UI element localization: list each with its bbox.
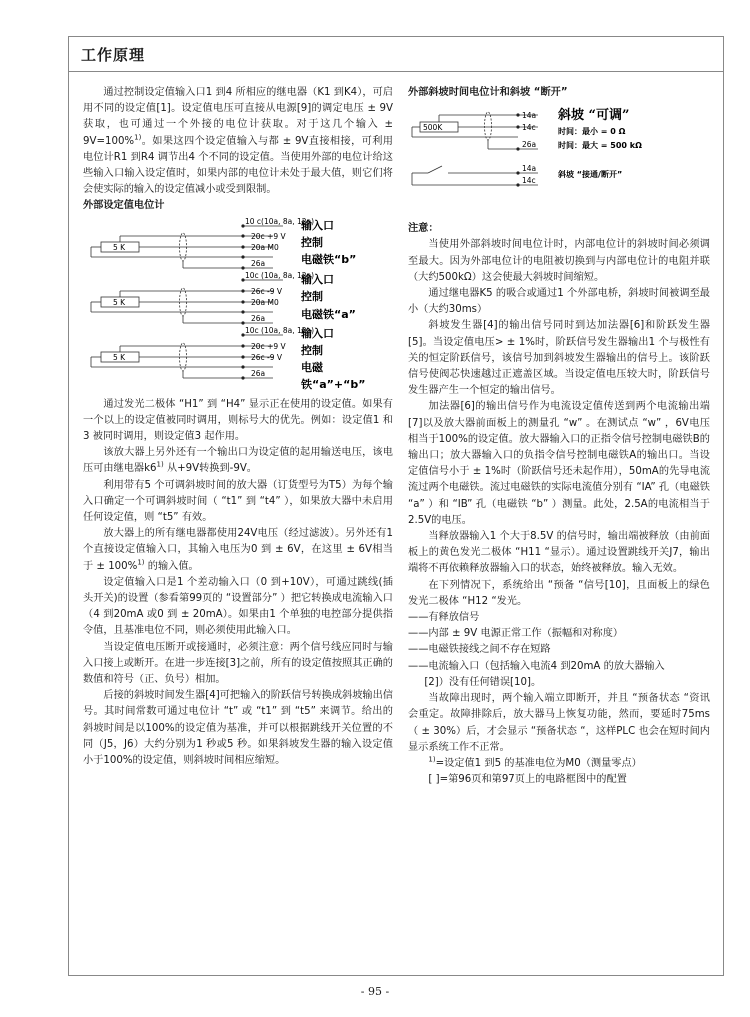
pin-label: 20a M0 xyxy=(251,297,279,307)
paragraph: 通过控制设定值输入口1 到4 所相应的继电器（K1 到K4），可启用不同的设定值[1]。设定值电压可直接从电源[9]的调定电压 ± 9V获取，也可通过一个外接的电位计获取。对于这几个输入 ± 9V=100%$^{1)}$。如果这四个设定值输入与都 ± 9V直接相接，可利用电位计R1 到R4 调节出4 个不同的设定值。当使用外部的电位计给这些输入口输入设定值时，如果内部的电位计未处于最大值，则它们将会使实际的输入的设定值减小或受到限制。 xyxy=(83,87,393,196)
ramp-potentiometer-diagram xyxy=(408,101,710,221)
pin-label: 26a xyxy=(251,313,266,323)
setpoint-circuit-svg xyxy=(83,215,393,397)
io-label: 控制 xyxy=(301,289,323,303)
paragraph: 放大器上的所有继电器都使用24V电压（经过滤波）。另外还有1 个直接设定值输入口，其输入电压为0 到 ± 6V，在这里 ± 6V相当于 ± 100%$^{1)}$ 的输入值。 xyxy=(83,528,393,572)
pin-label: 14c xyxy=(522,176,536,186)
paragraph: 利用带有5 个可调斜坡时间的放大器（订货型号为T5）为每个输入口确定一个可调斜坡时间（ “t1” 到 “t4” ），如果放大器中未启用任何设定值，则 “t5” 有效。 xyxy=(83,479,393,524)
pin-label: 10 c(10a, 8a, 12a) xyxy=(245,216,315,226)
list-item: ——有释放信号 xyxy=(408,612,480,624)
pin-label: 26c -9 V xyxy=(251,352,283,362)
pin-label: 26a xyxy=(522,140,537,150)
pin-label: 20c +9 V xyxy=(251,231,286,241)
list-item: ——电流输入口（包括输入电流4 到20mA 的放大器输入 xyxy=(408,660,665,672)
ramp-title: 斜坡 “可调” xyxy=(558,108,630,124)
io-label: 输入口 xyxy=(301,272,334,286)
ramp-max-label: 时间：最大 = 500 kΩ xyxy=(558,141,642,151)
subheading: 外部斜坡时间电位计和斜坡 “断开” xyxy=(408,87,568,98)
section-header xyxy=(69,37,723,72)
list-item: ——内部 ± 9V 电源正常工作（振幅和对称度） xyxy=(408,628,624,640)
io-label: 控制 xyxy=(301,343,323,357)
page-number: - 95 - xyxy=(360,985,390,998)
paragraph: 后接的斜坡时间发生器[4]可把输入的阶跃信号转换成斜坡输出信号。其时间常数可通过电位计 “t” 或 “t1” 到 “t5” 来调节。给出的斜坡时间是以100%的设定值为基准，并可以根据跳线开关位置的不同（J5，J6）大约分别为1 秒或5 秒。如果斜坡发生器的输入设定值小于100%的设定值，则斜坡时间相应缩短。 xyxy=(83,690,393,767)
note-title: 注意： xyxy=(408,223,439,235)
pin-label: 20a M0 xyxy=(251,242,279,252)
pin-label: 26a xyxy=(251,368,266,378)
subheading: 外部设定值电位计 xyxy=(83,200,165,212)
paragraph: 通过发光二极体 “H1” 到 “H4” 显示正在使用的设定值。如果有一个以上的设定值被同时调用，则标号大的优先。例如：设定值1 和3 被同时调用，则设定值3 起作用。 xyxy=(83,398,393,443)
io-label: 电磁 xyxy=(301,360,323,374)
pot-label: 5 K xyxy=(113,297,126,307)
left-column xyxy=(83,85,393,769)
pin-label: 26c -9 V xyxy=(251,286,283,296)
io-label: 输入口 xyxy=(301,326,334,340)
pot-label: 500K xyxy=(423,123,443,133)
io-label: 电磁铁“a” xyxy=(301,307,356,321)
right-column xyxy=(408,85,710,788)
io-label: 电磁铁“b” xyxy=(301,252,357,266)
paragraph: 通过继电器K5 的吸合或通过1 个外部电桥，斜坡时间被调至最小（大约30ms） xyxy=(408,288,710,316)
io-label: 铁“a”+“b” xyxy=(301,377,366,391)
paragraph: 当使用外部斜坡时间电位计时，内部电位计的斜坡时间必须调至最大。因为外部电位计的电阻被切换到与内部电位计的电阻并联（大约500kΩ）这会使最大斜坡时间缩短。 xyxy=(408,239,710,283)
pin-label: 10c (10a, 8a, 12a) xyxy=(245,325,315,335)
pot-label: 5 K xyxy=(113,242,126,252)
paragraph: 设定值输入口是1 个差动输入口（0 到+10V），可通过跳线(插头开关)的设置（参看第99页的 “设置部分” ）把它转换成电流输入口（4 到20mA 或0 到 ± 20mA）。如果由1 个单独的电控部分提供指令值，且基准电位不同，则必须使用此输入口。 xyxy=(83,576,393,637)
paragraph: 当故障出现时，两个输入端立即断开，并且 “预备状态 “资讯会重定。故障排除后，放大器马上恢复功能，然而，要延时75ms（ ± 30%）后，才会显示 “预备状态 “，这样PLC 也会在短时间内显示系统工作不正常。 xyxy=(408,693,710,753)
paragraph: 斜坡发生器[4]的输出信号同时到达加法器[6]和阶跃发生器[5]。当设定值电压> ± 1%时，阶跃信号发生器输出1 个与极性有关的恒定阶跃信号，该信号加到斜坡发生器输出的信号上。该阶跃信号使阀芯快速越过正遮盖区域。当设定值电压较大时，阶跃信号发生器产生一个恒定的输出信号。 xyxy=(408,320,710,397)
paragraph: 在下列情况下，系统给出 “预备 “信号[10]，且面板上的绿色发光二极体 “H12 “发光。 xyxy=(408,579,710,607)
footnote: $^{1)}$=设定值1 到5 的基准电位为M0（测量零点） xyxy=(428,755,642,769)
page-frame xyxy=(68,36,724,976)
pin-label: 14c xyxy=(522,123,536,133)
io-label: 输入口 xyxy=(301,218,334,232)
pin-label: 20c +9 V xyxy=(251,341,286,351)
footnote: [ ]=第96页和第97页上的电路框图中的配置 xyxy=(428,774,627,786)
paragraph: 当释放器输入1 个大于8.5V 的信号时，输出端被释放（由前面板上的黄色发光二极体 “H11 “显示）。通过设置跳线开关J7，输出端将不再依赖释放器输入口的状态，始终被释放。输入无效。 xyxy=(408,531,710,575)
setpoint-potentiometer-diagram xyxy=(83,215,393,397)
pot-label: 5 K xyxy=(113,352,126,362)
ramp-circuit-svg xyxy=(408,101,710,221)
paragraph: 当设定值电压断开或接通时，必须注意：两个信号线应同时与输入口接上或断开。在进一步连接[3]之前，所有的设定值按照其正确的数值和符号（正、负号）相加。 xyxy=(83,641,393,686)
list-item-continued: [2]）没有任何错误[10]。 xyxy=(424,676,542,688)
io-label: 控制 xyxy=(301,235,323,249)
ramp-switch-label: 斜坡 “接通/断开” xyxy=(558,170,623,180)
paragraph: 加法器[6]的输出信号作为电流设定值传送到两个电流输出端[7]以及放大器前面板上的测量孔 “w” 。在测试点 “w” ，6V电压相当于100%的设定值。放大器输入口的正指令信号控制电磁铁B的输出口；放大器输入口的负指令信号控制电磁铁A的输出口。当设定值信号小于 ± 1%时（阶跃信号还未起作用），50mA的先导电流流过两个电磁铁。流过电磁铁的实际电流值分别有 “IA” 孔（电磁铁 “a” ）和 “IB” 孔（电磁铁 “b” ）测量。此处，2.5A的电流相当于2.5V的电压。 xyxy=(408,401,710,526)
pin-label: 14a xyxy=(522,164,537,174)
pin-label: 26a xyxy=(251,258,266,268)
pin-label: 10c (10a, 8a, 12a) xyxy=(245,270,315,280)
pin-label: 14a xyxy=(522,111,537,121)
list-item: ——电磁铁接线之间不存在短路 xyxy=(408,644,551,656)
ramp-min-label: 时间：最小 = 0 Ω xyxy=(558,127,626,137)
paragraph: 该放大器上另外还有一个输出口为设定值的起用输送电压，该电压可由继电器k6$^{1)}$ 从+9V转换到-9V。 xyxy=(83,447,393,475)
section-title: 工作原理 xyxy=(81,46,146,64)
